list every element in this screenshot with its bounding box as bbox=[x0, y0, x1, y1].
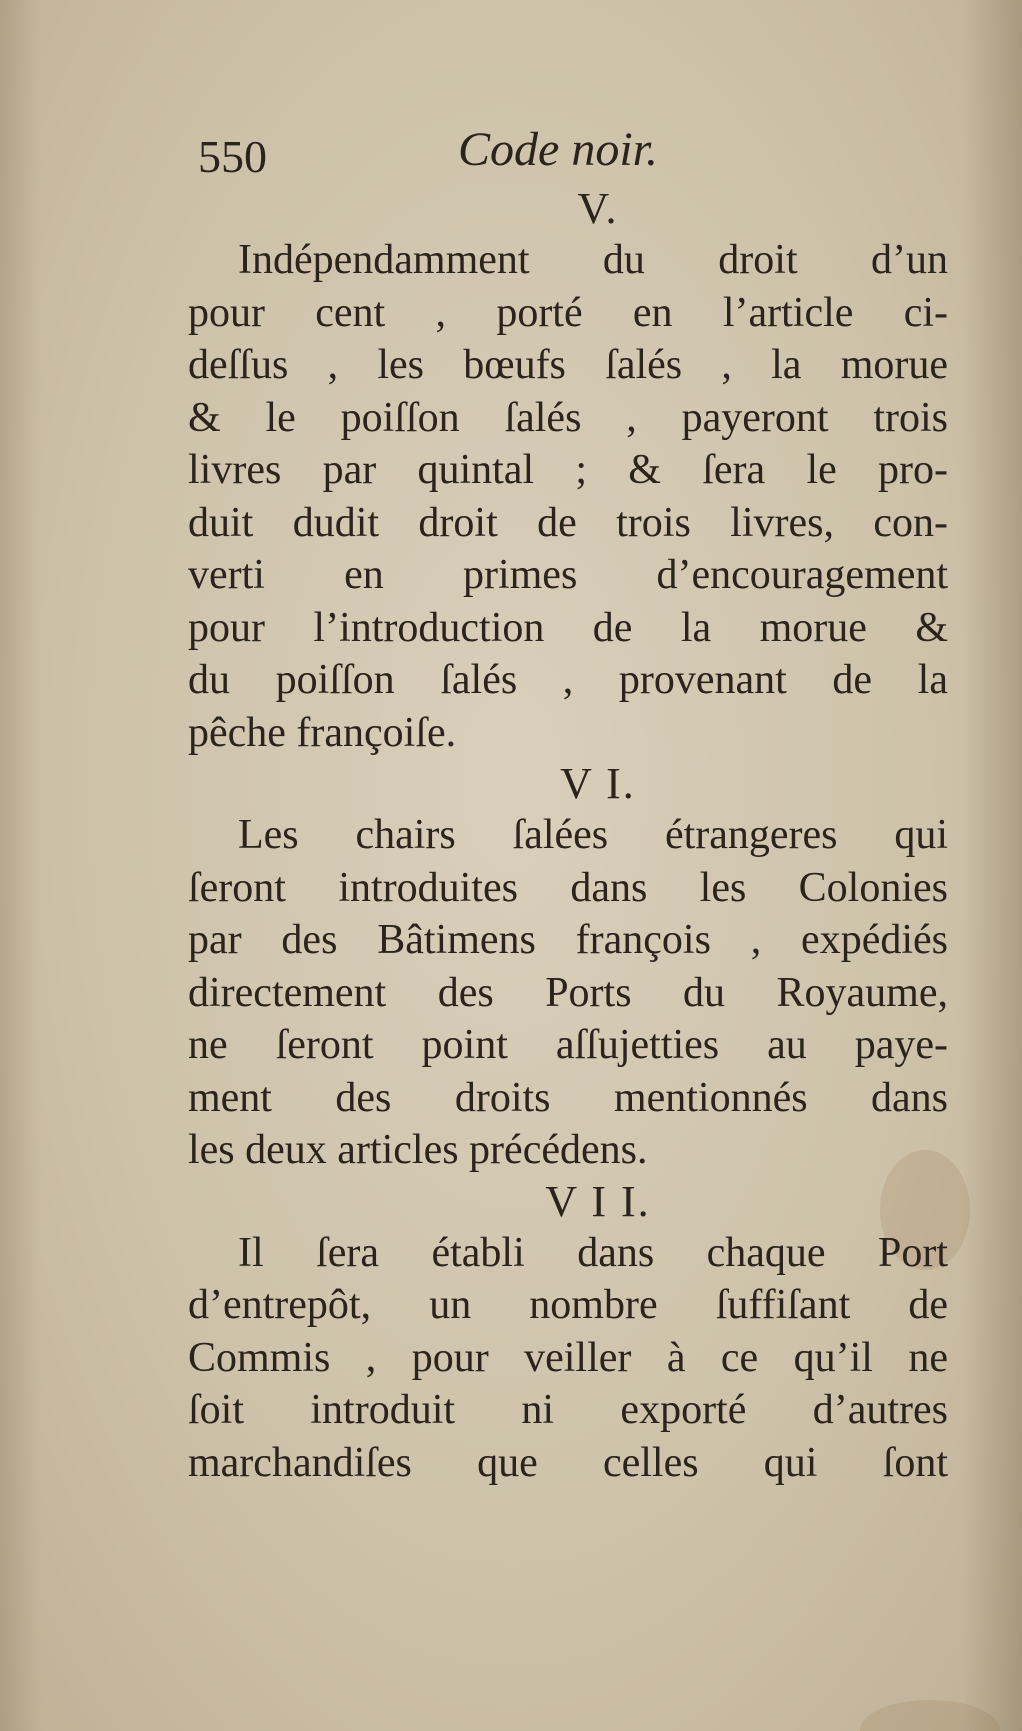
text-line: marchandiſes que celles qui ſont bbox=[188, 1439, 948, 1486]
text-line: pour l’introduction de la morue & bbox=[188, 604, 948, 651]
text-line: ſeront introduites dans les Colonies bbox=[188, 864, 948, 911]
article-heading: V I. bbox=[560, 759, 636, 808]
text-line: Il ſera établi dans chaque Port bbox=[238, 1229, 948, 1276]
text-line: du poiſſon ſalés , provenant de la bbox=[188, 657, 948, 703]
text-line: duit dudit droit de trois livres, con- bbox=[188, 499, 948, 546]
article-section bbox=[188, 759, 948, 1177]
gutter-shadow bbox=[0, 0, 40, 1731]
running-title: Code noir. bbox=[458, 123, 659, 176]
text-line: ment des droits mentionnés dans bbox=[188, 1074, 948, 1121]
text-line: verti en primes d’encouragement bbox=[188, 552, 948, 598]
article-section bbox=[188, 184, 948, 759]
page-header bbox=[188, 118, 948, 184]
text-line: Indépendamment du droit d’un bbox=[238, 237, 948, 283]
text-line: pêche françoiſe. bbox=[188, 709, 457, 756]
article-heading: V. bbox=[577, 184, 619, 233]
text-line: par des Bâtimens françois , expédiés bbox=[188, 917, 948, 963]
text-line: pour cent , porté en l’article ci- bbox=[188, 289, 948, 336]
text-line: deſſus , les bœufs ſalés , la morue bbox=[188, 342, 948, 388]
text-line: Les chairs ſalées étrangeres qui bbox=[238, 812, 948, 858]
text-line: livres par quintal ; & ſera le pro- bbox=[188, 447, 948, 493]
article-heading: V I I. bbox=[545, 1176, 651, 1226]
text-line: d’entrepôt, un nombre ſuffiſant de bbox=[188, 1282, 948, 1328]
page-edge-shadow bbox=[962, 0, 1022, 1731]
text-line: Commis , pour veiller à ce qu’il ne bbox=[188, 1334, 948, 1381]
text-line: directement des Ports du Royaume, bbox=[188, 969, 948, 1016]
text-line: ſoit introduit ni exporté d’autres bbox=[188, 1387, 948, 1433]
text-line: ne ſeront point aſſujetties au paye- bbox=[188, 1022, 948, 1068]
text-line: & le poiſſon ſalés , payeront trois bbox=[188, 394, 948, 441]
article-section bbox=[188, 1177, 948, 1490]
text-line: les deux articles précédens. bbox=[188, 1127, 648, 1173]
page-number: 550 bbox=[198, 131, 267, 182]
text-block bbox=[188, 118, 948, 1489]
